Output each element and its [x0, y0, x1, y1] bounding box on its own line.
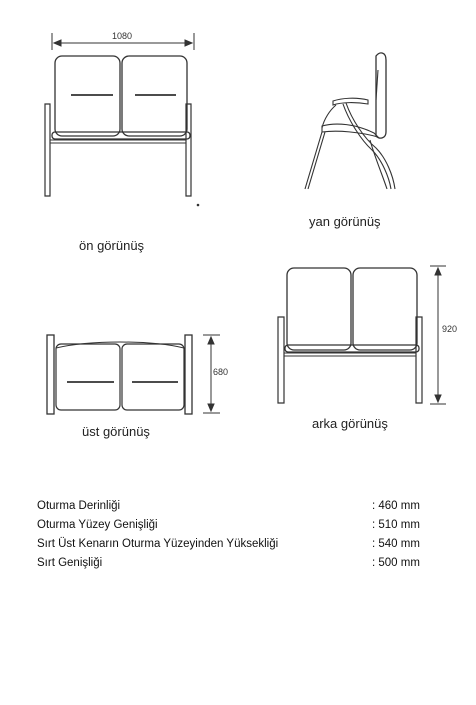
front-left-frame — [45, 104, 50, 196]
spec-value: : 460 mm — [372, 500, 420, 512]
spec-name: Sırt Genişliği — [37, 557, 103, 569]
front-right-cushion — [122, 56, 187, 136]
top-right-arm — [185, 335, 192, 414]
back-view — [278, 266, 446, 404]
spec-value: : 510 mm — [372, 519, 420, 531]
spec-name: Oturma Derinliği — [37, 500, 121, 512]
back-view-label: arka görünüş — [312, 416, 388, 431]
top-left-seat — [56, 344, 120, 410]
back-left-frame — [278, 317, 284, 403]
height-dimension-value: 920 — [442, 324, 458, 334]
top-view-label: üst görünüş — [82, 424, 150, 439]
top-right-seat — [122, 344, 184, 410]
side-view — [305, 53, 395, 189]
width-dimension-value: 1080 — [112, 31, 133, 41]
back-left-cushion — [287, 268, 351, 350]
spec-row — [37, 538, 437, 557]
back-height-dimension — [430, 266, 446, 404]
spec-row — [37, 500, 437, 519]
spec-name: Oturma Yüzey Genişliği — [37, 519, 158, 531]
depth-dimension-value: 680 — [213, 367, 229, 377]
spec-name: Sırt Üst Kenarın Oturma Yüzeyinden Yüksekliği — [37, 538, 279, 550]
spec-row — [37, 519, 437, 538]
front-view — [45, 33, 199, 206]
top-view — [47, 335, 220, 414]
specifications-table — [37, 500, 437, 576]
front-view-label: ön görünüş — [79, 238, 145, 253]
front-left-cushion — [55, 56, 120, 136]
spec-row — [37, 557, 437, 576]
back-seat — [285, 345, 419, 352]
top-left-arm — [47, 335, 54, 414]
side-view-label: yan görünüş — [309, 214, 381, 229]
spec-value: : 500 mm — [372, 557, 420, 569]
spec-value: : 540 mm — [372, 538, 420, 550]
back-right-cushion — [353, 268, 417, 350]
